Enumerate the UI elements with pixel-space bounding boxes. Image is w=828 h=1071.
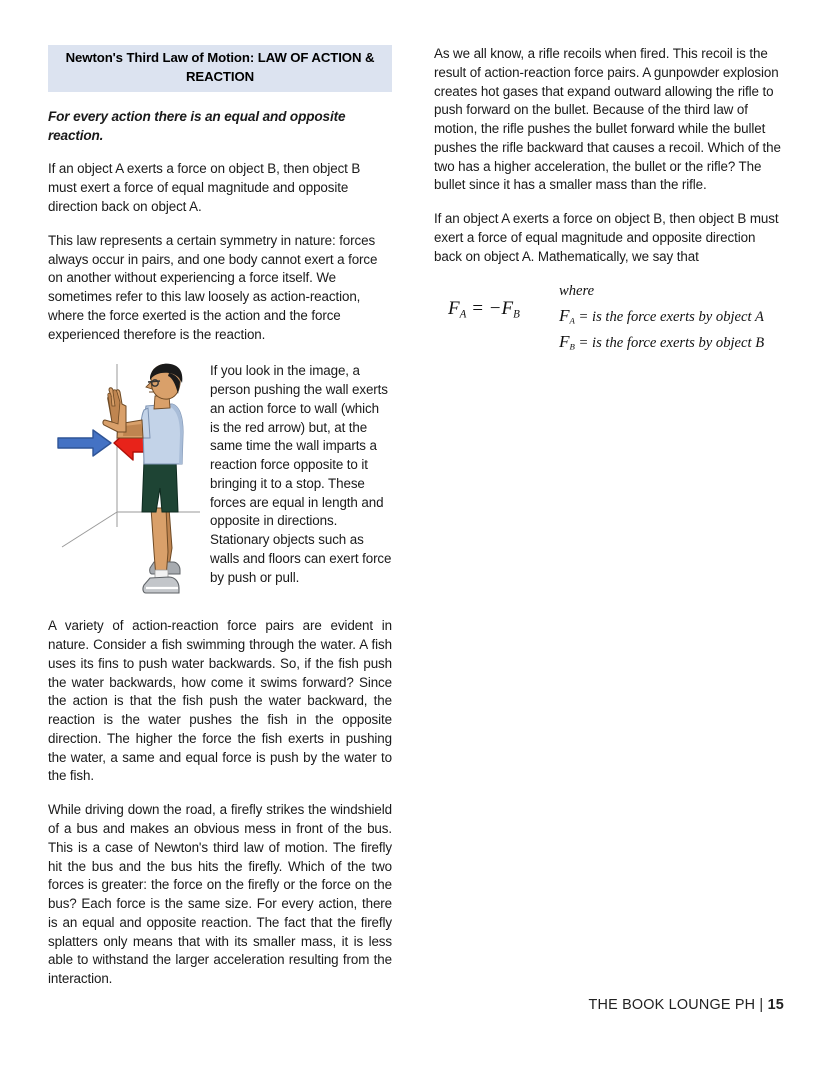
- where-definitions: [559, 280, 764, 355]
- eq-f-b-subscript: B: [513, 308, 520, 321]
- eq-equals-minus: = −: [466, 298, 502, 320]
- where-f-a-symbol: F: [559, 305, 570, 325]
- where-line-a: [559, 303, 764, 329]
- person-pushing-wall-illustration: [56, 362, 204, 600]
- eq-f-a-symbol: F: [448, 298, 460, 320]
- where-label: where: [559, 283, 595, 300]
- where-line-a-text: = is the force exerts by object A: [578, 308, 764, 325]
- left-paragraph-3: A variety of action-reaction force pairs are evident in nature. Consider a fish swimming through the water. A fish uses its fins to push water backwards. So, if the fish push the water backwards, how come it swims forward? Since the action is that the fish push the water backward, the reaction is the water pushes the fish in the opposite direction. The higher the force the fish exerts in pushing the water, a same and equal force is push by the water to the fish.: [48, 618, 392, 784]
- reaction-force-arrow-icon: [58, 430, 111, 456]
- left-paragraph-1: If an object A exerts a force on object B, then object B must exert a force of equal magnitude and opposite direction back on object A.: [48, 161, 361, 214]
- figure-caption: If you look in the image, a person pushing the wall exerts an action force to wall (which is the red arrow) but, at the same time the wall imparts a reaction force opposite to it bringing it to a stop. These forces are equal in length and opposite in directions. Stationary objects such as walls and floors can exert force by push or pull.: [210, 363, 392, 585]
- illustration-svg: [56, 362, 204, 600]
- equation-block: [434, 280, 784, 350]
- left-column: [48, 45, 392, 989]
- eq-f-b-symbol: F: [501, 298, 514, 320]
- left-paragraph-4: While driving down the road, a firefly strikes the windshield of a bus and makes an obvious mess in front of the bus. This is a case of Newton's third law of motion. The firefly hit the bus and the bus hits the firefly. Which of the two forces is greater: the force on the firefly or the force on the bus? Each force is the same size. For every action, there is an equal and opposite reaction. The fact that the firefly splatters only means that with its smaller mass, it is less able to withstand the larger acceleration resulting from the interaction.: [48, 802, 392, 987]
- eq-f-a-subscript: A: [459, 308, 467, 321]
- right-column: [434, 45, 784, 350]
- where-line-b: [559, 329, 764, 355]
- where-f-b-symbol: F: [559, 331, 570, 351]
- where-f-a-subscript: A: [569, 315, 575, 326]
- footer-label: THE BOOK LOUNGE PH |: [588, 997, 764, 1013]
- right-paragraph-2: If an object A exerts a force on object B, then object B must exert a force of equal magnitude and opposite direction back on object A. Mathematically, we say that: [434, 211, 779, 264]
- where-f-b-subscript: B: [569, 341, 575, 352]
- person-figure-icon: [103, 364, 183, 593]
- page-footer: [589, 997, 785, 1013]
- equation-fa-equals-minus-fb: [448, 298, 520, 320]
- lead-statement: For every action there is an equal and opposite reaction.: [48, 109, 346, 143]
- right-paragraph-1: As we all know, a rifle recoils when fired. This recoil is the result of action-reaction force pairs. A gunpowder explosion creates hot gases that expand outward allowing the rifle to push forward on the bullet. Because of the third law of motion, the rifle pushes the bullet forward while the bullet pushes the rifle backward that causes a recoil. Which of the two has a higher acceleration, the bullet or the rifle? The bullet since it has a smaller mass than the rifle.: [434, 46, 781, 193]
- footer-page-number: 15: [767, 997, 784, 1013]
- left-paragraph-2: This law represents a certain symmetry in nature: forces always occur in pairs, and one body cannot exert a force on another without experiencing a force itself. We sometimes refer to this law loosely as action-reaction, where the force exerted is the action and the force experienced therefore is the reaction.: [48, 232, 378, 342]
- section-header: Newton's Third Law of Motion: LAW OF ACTION & REACTION: [48, 45, 392, 92]
- where-line-b-text: = is the force exerts by object B: [578, 334, 765, 351]
- figure-with-caption: [48, 358, 392, 602]
